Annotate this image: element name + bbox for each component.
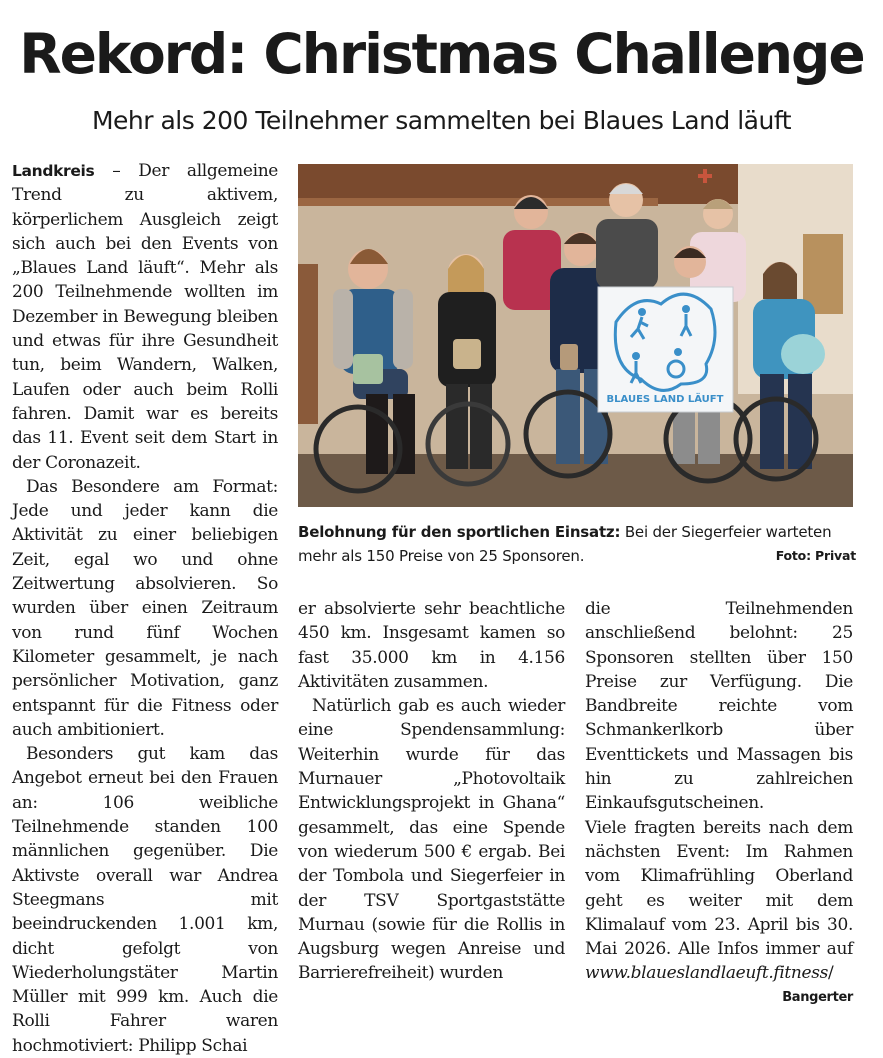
photo-caption [298,520,856,568]
paragraph: er absolvierte sehr beachtliche 450 km. Insgesamt kamen so fast 35.000 km in 4.156 Aktivitäten zusammen. [298,599,565,692]
photo-credit: Foto: Privat [775,548,856,563]
text-column-3 [585,597,853,1008]
paragraph-text: Der allgemeine Trend zu aktivem, körperlichem Ausgleich zeigt sich auch bei den Events von „Blaues Land läuft“. Mehr als 200 Teilnehmende wollten im Dezember in Bewegung bleiben und etwas für ihre Gesundheit tun, beim Wandern, Walken, Laufen oder auch beim Rolli fahren. Damit war es bereits das 11. Event seit dem Start in der Coronazeit. [12,161,278,473]
paragraph: Viele fragten bereits nach dem nächsten Event: Im Rahmen vom Klimafrühling Oberland geht es weiter mit dem Klimalauf vom 23. April bis 30. Mai 2026. Alle Infos immer auf www.blaueslandlaeuft.fitness/ [585,817,853,984]
text-column-2 [298,597,565,986]
author: Bangerter [782,989,853,1005]
caption-lead: Belohnung für den sportlichen Einsatz: [298,523,621,541]
subheadline: Mehr als 200 Teilnehmer sammelten bei Blaues Land läuft [91,106,792,135]
paragraph: Besonders gut kam das Angebot erneut bei den Frauen an: 106 weibliche Teilnehmende standen 100 männlichen gegenüber. Die Aktivste overall war Andrea Steegmans mit beeindruckenden 1.001 km, dicht gefolgt von Wiederholungstäter Martin Müller mit 999 km. Auch die Rolli Fahrer waren hochmotiviert: Philipp Schai [12,744,278,1056]
paragraph: die Teilnehmenden anschließend belohnt: 25 Sponsoren stellten über 150 Preise zur Verfügung. Die Bandbreite reichte vom Schmankerlkorb über Eventtickets und Massagen bis hin zu zahlreichen Einkaufsgutscheinen. [585,599,853,814]
caption-text: Bei der Siegerfeier warteten mehr als 150 Preise von 25 Sponsoren. [298,523,832,565]
website-link[interactable]: www.blaueslandlaeuft.fitness [585,963,828,984]
paragraph: Natürlich gab es auch wieder eine Spendensammlung: Weiterhin wurde für das Murnauer „Photovoltaik Entwicklungsprojekt in Ghana“ gesammelt, das eine Spende von wiederum 500 € ergab. Bei der Tombola und Siegerfeier in der TSV Sportgaststätte Murnau (sowie für die Rollis in Augsburg wegen Anreise und Barrierefreiheit) wurden [298,696,565,984]
paragraph: Landkreis – Der allgemeine Trend zu aktivem, körperlichem Ausgleich zeigt sich auch bei den Events von „Blaues Land läuft“. Mehr als 200 Teilnehmende wollten im Dezember in Bewegung bleiben und etwas für ihre Gesundheit tun, beim Wandern, Walken, Laufen oder auch beim Rolli fahren. Damit war es bereits das 11. Event seit dem Start in der Coronazeit. [12,161,278,473]
paragraph-text: Viele fragten bereits nach dem nächsten Event: Im Rahmen vom Klimafrühling Oberland geht es weiter mit dem Klimalauf vom 23. April bis 30. Mai 2026. Alle Infos immer auf [585,817,853,960]
banner-text: BLAUES LAND LÄUFT [606,394,724,405]
dateline: Landkreis [12,162,95,180]
paragraph: Das Besondere am Format: Jede und jeder kann die Aktivität zu einer beliebigen Zeit, egal wo und ohne Zeitwertung absolvieren. So wurden über einen Zeitraum von rund fünf Wochen Kilometer gesammelt, je nach persönlicher Motivation, ganz entspannt für die Fitness oder auch ambitioniert. [12,476,278,740]
text-column-1 [12,159,278,1058]
article-photo [298,164,853,507]
headline: Rekord: Christmas Challenge [19,22,864,86]
